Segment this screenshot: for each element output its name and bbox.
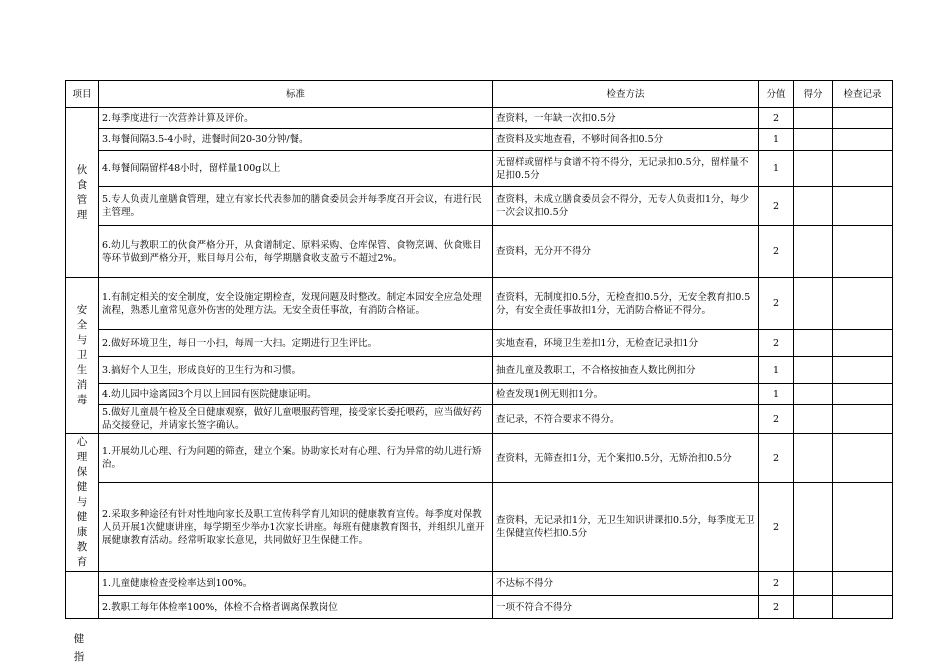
score-value-cell: 2 [759, 330, 794, 357]
score-got-cell[interactable] [794, 405, 833, 434]
score-got-cell[interactable] [794, 330, 833, 357]
record-cell[interactable] [833, 405, 893, 434]
score-value-cell: 1 [759, 151, 794, 187]
method-cell: 查资料，无制度扣0.5分，无检查扣0.5分，无安全教育扣0.5分，有安全责任事故扣1分，无消防合格证不得分。 [493, 278, 759, 330]
header-method: 检查方法 [493, 81, 759, 108]
record-cell[interactable] [833, 384, 893, 405]
table-row [66, 226, 893, 278]
header-standard: 标准 [99, 81, 493, 108]
score-got-cell[interactable] [794, 384, 833, 405]
record-cell[interactable] [833, 151, 893, 187]
record-cell[interactable] [833, 483, 893, 572]
standard-cell: 6.幼儿与教职工的伙食严格分开，从食谱制定、原料采购、仓库保管、食物烹调、伙食账目等环节做到严格分开，账目每月公布，每学期膳食收支盈亏不超过2%。 [99, 226, 493, 278]
score-got-cell[interactable] [794, 483, 833, 572]
method-cell: 查资料，无筛查扣1分，无个案扣0.5分，无矫治扣0.5分 [493, 434, 759, 483]
record-cell[interactable] [833, 129, 893, 151]
method-cell: 查资料，无分开不得分 [493, 226, 759, 278]
score-value-cell: 1 [759, 384, 794, 405]
table-row [66, 384, 893, 405]
table-row [66, 187, 893, 226]
method-cell: 查资料，未成立膳食委员会不得分，无专人负责扣1分，每少一次会议扣0.5分 [493, 187, 759, 226]
method-cell: 查资料及实地查看，不够时间各扣0.5分 [493, 129, 759, 151]
score-got-cell[interactable] [794, 129, 833, 151]
table-row [66, 151, 893, 187]
score-got-cell[interactable] [794, 108, 833, 129]
table-row [66, 129, 893, 151]
method-cell: 无留样或留样与食谱不符不得分，无记录扣0.5分，留样量不足扣0.5分 [493, 151, 759, 187]
record-cell[interactable] [833, 330, 893, 357]
score-value-cell: 1 [759, 357, 794, 384]
score-got-cell[interactable] [794, 572, 833, 596]
table-row [66, 108, 893, 129]
table-row [66, 434, 893, 483]
category-health [66, 572, 99, 619]
table-row [66, 357, 893, 384]
score-value-cell: 2 [759, 572, 794, 596]
method-cell: 实地查看，环境卫生差扣1分，无检查记录扣1分 [493, 330, 759, 357]
record-cell[interactable] [833, 108, 893, 129]
score-value-cell: 2 [759, 278, 794, 330]
table-row [66, 572, 893, 596]
record-cell[interactable] [833, 596, 893, 619]
standard-cell: 2.做好环境卫生，每日一小扫，每周一大扫。定期进行卫生评比。 [99, 330, 493, 357]
score-value-cell: 1 [759, 129, 794, 151]
method-cell: 一项不符合不得分 [493, 596, 759, 619]
score-value-cell: 2 [759, 226, 794, 278]
record-cell[interactable] [833, 226, 893, 278]
category-health-overflow-label: 健指 [73, 633, 85, 663]
method-cell: 查记录，不符合要求不得分。 [493, 405, 759, 434]
table-row [66, 483, 893, 572]
method-cell: 抽查儿童及教职工，不合格按抽查人数比例扣分 [493, 357, 759, 384]
score-got-cell[interactable] [794, 596, 833, 619]
category-psych: 心理保健与健康教育 [66, 434, 99, 572]
header-item: 项目 [66, 81, 99, 108]
standard-cell: 5.做好儿童晨午检及全日健康观察，做好儿童喂服药管理，接受家长委托喂药，应当做好药品交接登记，并请家长签字确认。 [99, 405, 493, 434]
record-cell[interactable] [833, 434, 893, 483]
score-got-cell[interactable] [794, 151, 833, 187]
header-score-value: 分值 [759, 81, 794, 108]
standard-cell: 4.幼儿园中途离园3个月以上回园有医院健康证明。 [99, 384, 493, 405]
record-cell[interactable] [833, 278, 893, 330]
score-got-cell[interactable] [794, 278, 833, 330]
table-row [66, 405, 893, 434]
standard-cell: 1.有制定相关的安全制度，安全设施定期检查，发现问题及时整改。制定本园安全应急处理流程，熟悉儿童常见意外伤害的处理方法。无安全责任事故，有消防合格证。 [99, 278, 493, 330]
score-value-cell: 2 [759, 108, 794, 129]
score-value-cell: 2 [759, 483, 794, 572]
method-cell: 不达标不得分 [493, 572, 759, 596]
score-value-cell: 2 [759, 187, 794, 226]
record-cell[interactable] [833, 572, 893, 596]
score-value-cell: 2 [759, 596, 794, 619]
table-row [66, 278, 893, 330]
standard-cell: 4.每餐间隔留样48小时，留样量100g以上 [99, 151, 493, 187]
score-got-cell[interactable] [794, 187, 833, 226]
standard-cell: 3.每餐间隔3.5-4小时，进餐时间20-30分钟/餐。 [99, 129, 493, 151]
standard-cell: 2.每季度进行一次营养计算及评价。 [99, 108, 493, 129]
score-value-cell: 2 [759, 434, 794, 483]
standard-cell: 2.教职工每年体检率100%，体检不合格者调离保教岗位 [99, 596, 493, 619]
standard-cell: 2.采取多种途径有针对性地向家长及职工宣传科学育儿知识的健康教育宣传。每季度对保教人员开展1次健康讲座，每学期至少举办1次家长讲座。每班有健康教育图书，并组织儿童开展健康教育活动。经常听取家长意见，共同做好卫生保健工作。 [99, 483, 493, 572]
record-cell[interactable] [833, 187, 893, 226]
method-cell: 查资料，无记录扣1分，无卫生知识讲课扣0.5分，每季度无卫生保健宣传栏扣0.5分 [493, 483, 759, 572]
score-got-cell[interactable] [794, 434, 833, 483]
table-row [66, 596, 893, 619]
standard-cell: 5.专人负责儿童膳食管理，建立有家长代表参加的膳食委员会并每季度召开会议，有进行民主管理。 [99, 187, 493, 226]
category-diet: 伙食管理 [66, 108, 99, 278]
record-cell[interactable] [833, 357, 893, 384]
standard-cell: 1.开展幼儿心理、行为问题的筛查，建立个案。协助家长对有心理、行为异常的幼儿进行矫治。 [99, 434, 493, 483]
table-row [66, 330, 893, 357]
method-cell: 检查发现1例无则扣1分。 [493, 384, 759, 405]
header-record: 检查记录 [833, 81, 893, 108]
score-got-cell[interactable] [794, 226, 833, 278]
inspection-table [65, 80, 893, 619]
standard-cell: 1.儿童健康检查受检率达到100%。 [99, 572, 493, 596]
header-score-got: 得分 [794, 81, 833, 108]
category-safety: 安全与卫生消毒 [66, 278, 99, 434]
table-header-row [66, 81, 893, 108]
standard-cell: 3.搞好个人卫生，形成良好的卫生行为和习惯。 [99, 357, 493, 384]
score-got-cell[interactable] [794, 357, 833, 384]
score-value-cell: 2 [759, 405, 794, 434]
method-cell: 查资料，一年缺一次扣0.5分 [493, 108, 759, 129]
